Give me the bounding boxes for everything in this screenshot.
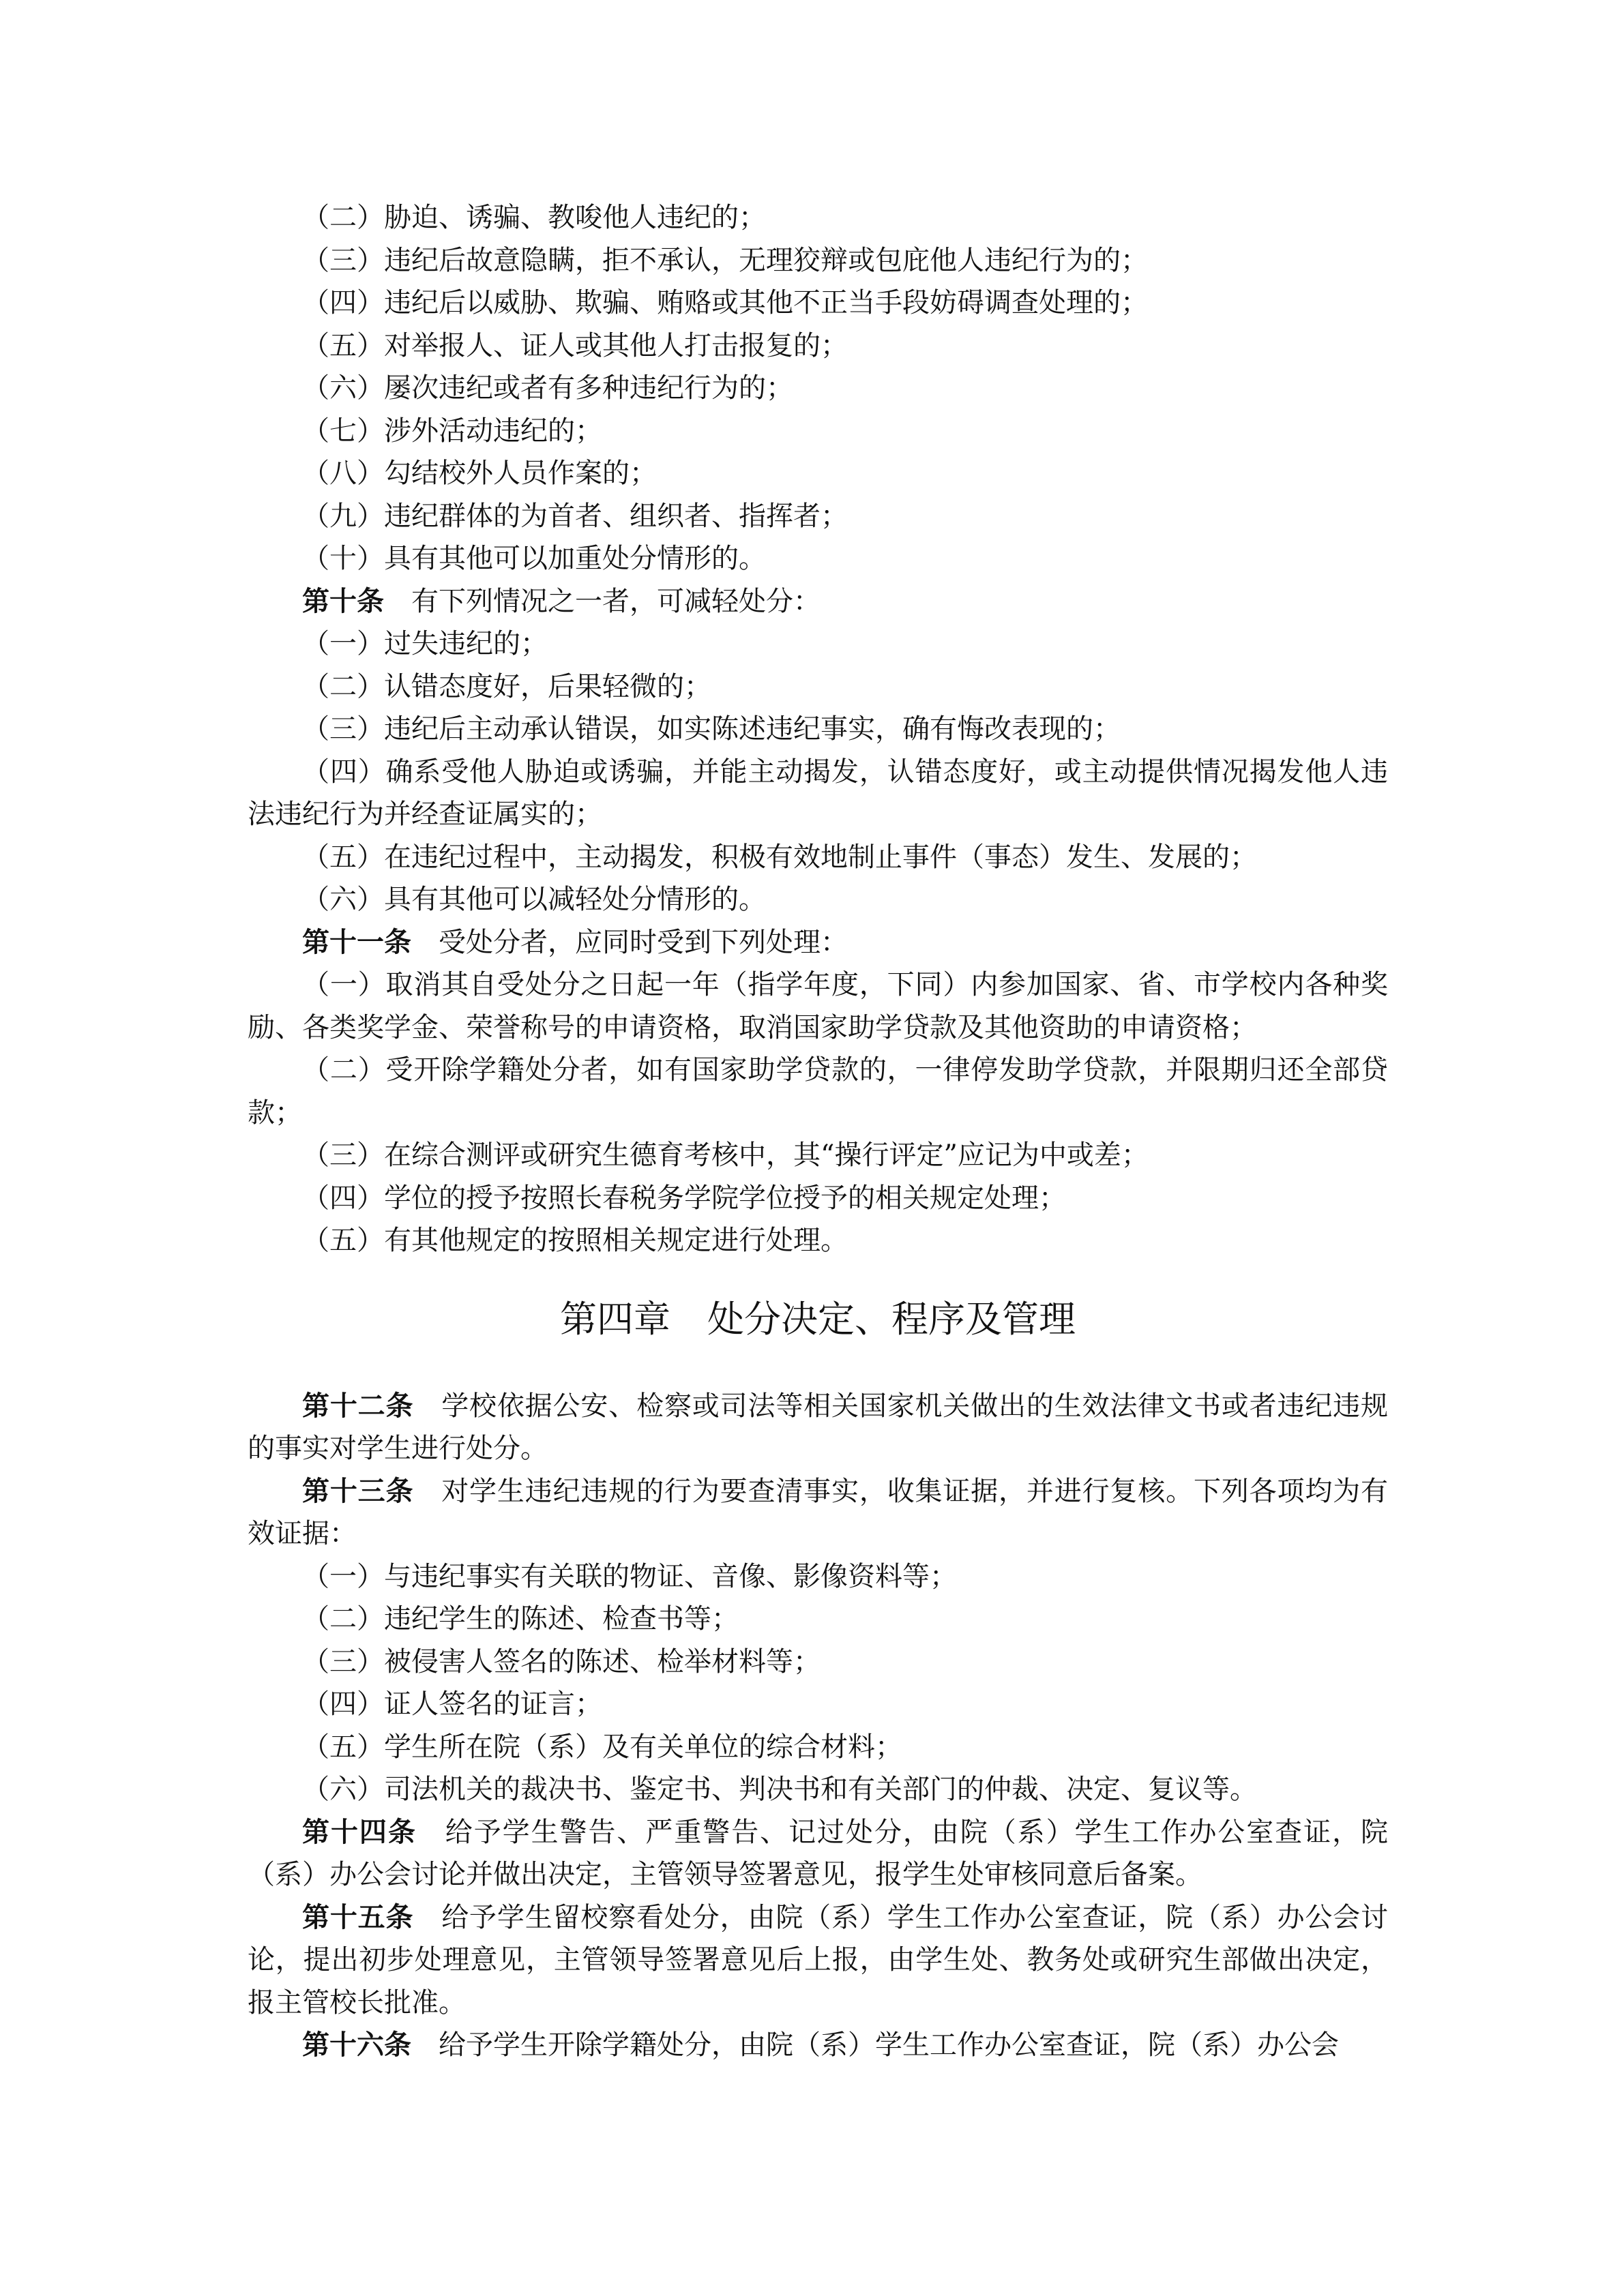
list-item: （二）受开除学籍处分者，如有国家助学贷款的，一律停发助学贷款，并限期归还全部贷款； [248,1054,1388,1129]
article-16-text: 给予学生开除学籍处分，由院（系）学生工作办公室查证，院（系）办公会 [439,2029,1339,2061]
article-12 [248,1385,1388,1470]
list-item: （三）违纪后故意隐瞒，拒不承认，无理狡辩或包庇他人违纪行为的； [302,244,1148,276]
article-15-text: 给予学生留校察看处分，由院（系）学生工作办公室查证，院（系）办公会讨论，提出初步处理意见，主管领导签署意见后上报，由学生处、教务处或研究生部做出决定，报主管校长批准。 [248,1901,1389,2018]
list-item: （三）违纪后主动承认错误，如实陈述违纪事实，确有悔改表现的； [302,713,1121,745]
list-item: （二）违纪学生的陈述、检查书等； [302,1603,739,1635]
list-item: （八）勾结校外人员作案的； [302,458,657,489]
list-item: （四）学位的授予按照长春税务学院学位授予的相关规定处理； [302,1182,1066,1214]
list-item: （六）司法机关的裁决书、鉴定书、判决书和有关部门的仲裁、决定、复议等。 [302,1774,1257,1805]
list-item: （四）证人签名的证言； [302,1688,602,1720]
document-page [248,196,1388,2067]
article-12-heading: 第十二条 [302,1390,414,1422]
list-item: （七）涉外活动违纪的； [302,415,602,447]
list-item: （四）确系受他人胁迫或诱骗，并能主动揭发，认错态度好，或主动提供情况揭发他人违法违纪行为并经查证属实的； [248,756,1388,830]
article-13-heading: 第十三条 [302,1475,414,1507]
list-item: （五）在违纪过程中，主动揭发，积极有效地制止事件（事态）发生、发展的； [302,841,1257,873]
list-item: （一）取消其自受处分之日起一年（指学年度，下同）内参加国家、省、市学校内各种奖励、各类奖学金、荣誉称号的申请资格，取消国家助学贷款及其他资助的申请资格； [248,969,1388,1043]
list-item: （二）胁迫、诱骗、教唆他人违纪的； [302,202,766,233]
chapter-title: 处分决定、程序及管理 [707,1297,1076,1341]
article-10 [248,580,1388,623]
article-11-text: 受处分者，应同时受到下列处理： [439,926,848,958]
article-14-heading: 第十四条 [302,1816,417,1848]
list-item: （三）被侵害人签名的陈述、检举材料等； [302,1645,821,1678]
article-13-text: 对学生违纪违规的行为要查清事实，收集证据，并进行复核。下列各项均为有效证据： [248,1475,1389,1549]
list-item: （一）与违纪事实有关联的物证、音像、影像资料等； [302,1560,957,1592]
article-11-heading: 第十一条 [302,926,411,958]
list-item: （二）认错态度好，后果轻微的； [302,670,711,702]
list-item: （四）违纪后以威胁、欺骗、贿赂或其他不正当手段妨碍调查处理的； [302,287,1148,318]
article-14 [248,1811,1388,1896]
list-item: （六）具有其他可以减轻处分情形的。 [302,884,766,915]
article-13 [248,1470,1388,1555]
list-item: （五）对举报人、证人或其他人打击报复的； [302,329,848,361]
article-16 [248,2024,1388,2067]
list-item: （三）在综合测评或研究生德育考核中，其“操行评定”应记为中或差； [302,1139,1149,1171]
list-item: （十）具有其他可以加重处分情形的。 [302,543,766,574]
chapter-number: 第四章 [560,1297,670,1341]
list-item: （六）屡次违纪或者有多种违纪行为的； [302,372,793,404]
article-15 [248,1896,1388,2025]
list-item: （一）过失违纪的； [302,628,548,659]
article-15-heading: 第十五条 [302,1901,414,1933]
article-11 [248,921,1388,964]
list-item: （五）有其他规定的按照相关规定进行处理。 [302,1225,848,1256]
article-14-text: 给予学生警告、严重警告、记过处分，由院（系）学生工作办公室查证，院（系）办公会讨论并做出决定，主管领导签署意见，报学生处审核同意后备案。 [248,1816,1389,1890]
article-10-text: 有下列情况之一者，可减轻处分： [411,585,821,617]
article-12-text: 学校依据公安、检察或司法等相关国家机关做出的生效法律文书或者违纪违规的事实对学生进行处分。 [248,1390,1389,1464]
article-10-heading: 第十条 [302,585,384,617]
article-16-heading: 第十六条 [302,2029,411,2061]
chapter-heading [248,1292,1388,1347]
list-item: （五）学生所在院（系）及有关单位的综合材料； [302,1731,902,1763]
list-item: （九）违纪群体的为首者、组织者、指挥者； [302,500,848,532]
